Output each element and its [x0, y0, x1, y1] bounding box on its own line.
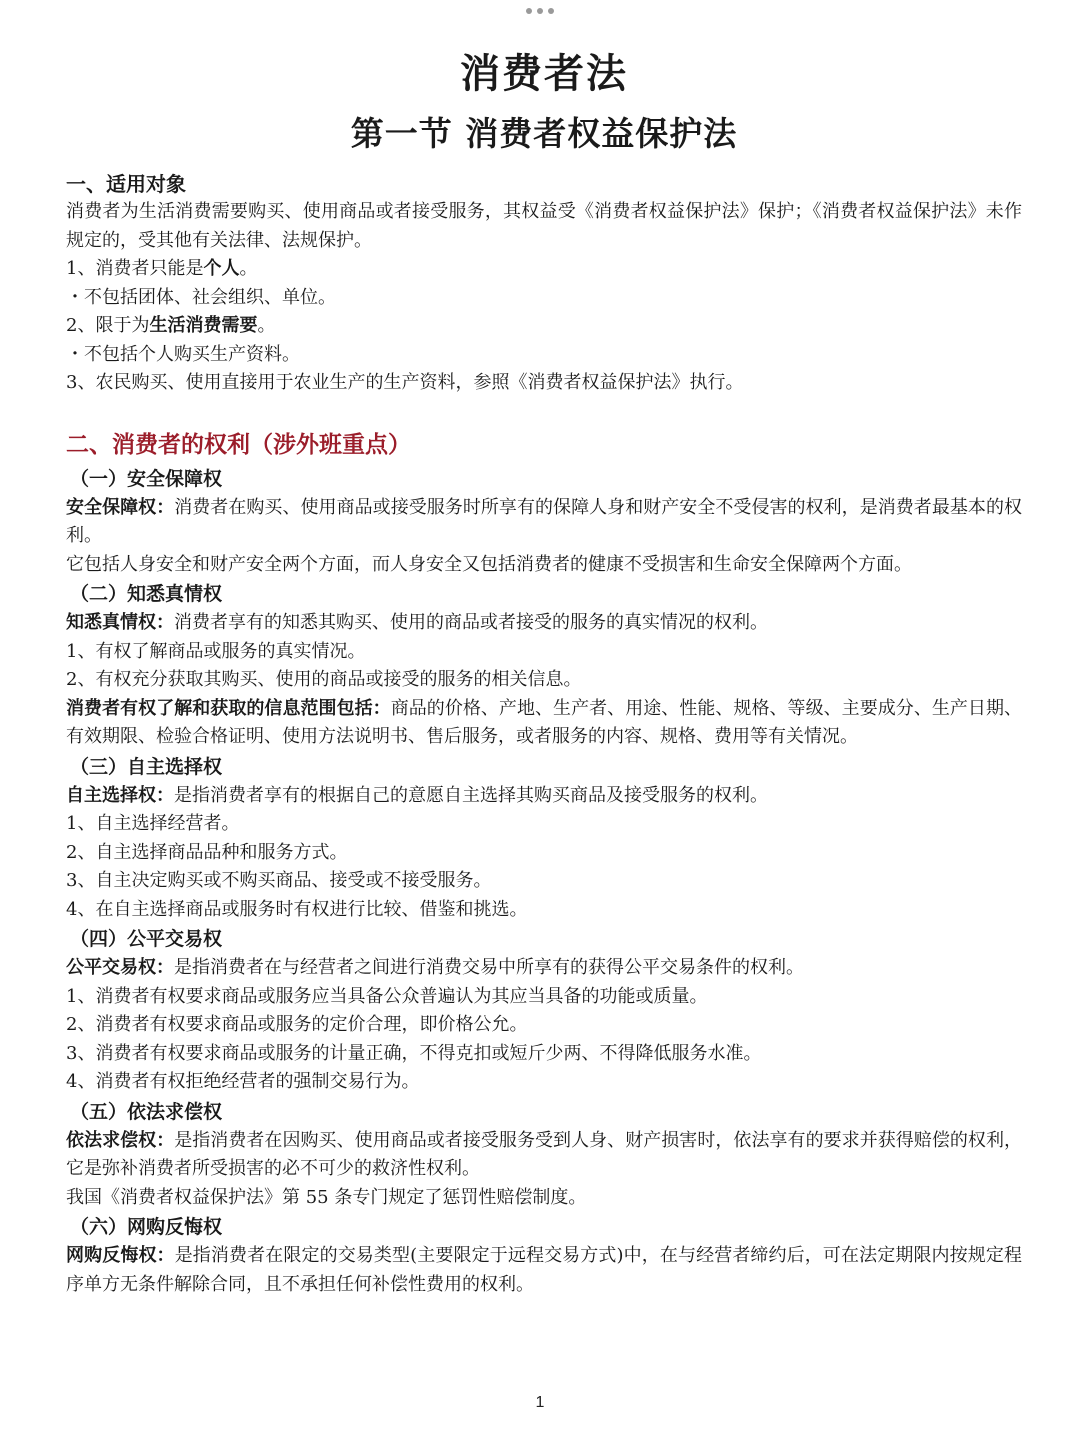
right2-title: （二）知悉真情权 [70, 583, 223, 605]
right3-definition: 自主选择权：是指消费者享有的根据自己的意愿自主选择其购买商品及接受服务的权利。 [66, 784, 768, 806]
right4-item1: 1、消费者有权要求商品或服务应当具备公众普遍认为其应当具备的功能或质量。 [66, 985, 708, 1007]
right3-item2: 2、自主选择商品品种和服务方式。 [66, 841, 348, 863]
section-consumer-rights [66, 428, 1022, 1300]
section1-title: 一、适用对象 [66, 172, 186, 196]
right1-definition: 安全保障权：消费者在购买、使用商品或接受服务时所享有的保障人身和财产安全不受侵害的权利，是消费者最基本的权利。 [66, 496, 1022, 546]
section1-note1: ・不包括团体、社会组织、单位。 [66, 286, 336, 308]
right6-title: （六）网购反悔权 [70, 1216, 223, 1238]
section1-intro: 消费者为生活消费需要购买、使用商品或者接受服务，其权益受《消费者权益保护法》保护；《消费者权益保护法》未作规定的，受其他有关法律、法规保护。 [66, 201, 1022, 251]
right3-item3: 3、自主决定购买或不购买商品、接受或不接受服务。 [66, 870, 492, 891]
document-page [66, 44, 1022, 1299]
right5-definition: 依法求偿权：是指消费者在因购买、使用商品或者接受服务受到人身、财产损害时，依法享有的要求并获得赔偿的权利，它是弥补消费者所受损害的必不可少的救济性权利。 [66, 1129, 1022, 1179]
page-number: 1 [535, 1394, 545, 1411]
section1-note2: ・不包括个人购买生产资料。 [66, 343, 300, 365]
right1-extra: 它包括人身安全和财产安全两个方面，而人身安全又包括消费者的健康不受损害和生命安全保障两个方面。 [66, 553, 912, 575]
document-title: 消费者法 [460, 51, 628, 97]
right2-item2: 2、有权充分获取其购买、使用的商品或接受的服务的相关信息。 [66, 669, 582, 690]
right3-item4: 4、在自主选择商品或服务时有权进行比较、借鉴和挑选。 [66, 898, 528, 920]
right4-title: （四）公平交易权 [70, 928, 223, 950]
right3-item1: 1、自主选择经营者。 [66, 813, 240, 834]
right2-definition: 知悉真情权：消费者享有的知悉其购买、使用的商品或者接受的服务的真实情况的权利。 [66, 612, 768, 633]
right6-definition: 网购反悔权：是指消费者在限定的交易类型(主要限定于远程交易方式)中，在与经营者缔约后，可在法定期限内按规定程序单方无条件解除合同，且不承担任何补偿性费用的权利。 [66, 1245, 1023, 1295]
document-subtitle: 第一节 消费者权益保护法 [350, 114, 738, 153]
right4-definition: 公平交易权：是指消费者在与经营者之间进行消费交易中所享有的获得公平交易条件的权利。 [66, 957, 804, 978]
right5-title: （五）依法求偿权 [70, 1100, 223, 1123]
section1-item3: 3、农民购买、使用直接用于农业生产的生产资料，参照《消费者权益保护法》执行。 [66, 372, 744, 393]
right4-item2: 2、消费者有权要求商品或服务的定价合理，即价格公允。 [66, 1014, 528, 1035]
right4-item4: 4、消费者有权拒绝经营者的强制交易行为。 [66, 1071, 420, 1092]
section-applicable-objects [66, 170, 1022, 398]
more-options-icon[interactable] [0, 8, 1080, 14]
section1-item2: 2、限于为生活消费需要。 [66, 315, 276, 336]
right3-title: （三）自主选择权 [70, 755, 223, 778]
right5-extra: 我国《消费者权益保护法》第 55 条专门规定了惩罚性赔偿制度。 [66, 1186, 587, 1208]
right2-item1: 1、有权了解商品或服务的真实情况。 [66, 640, 366, 662]
section1-item1: 1、消费者只能是个人。 [66, 258, 258, 279]
section2-title: 二、消费者的权利（涉外班重点） [66, 431, 411, 458]
right2-scope: 消费者有权了解和获取的信息范围包括：商品的价格、产地、生产者、用途、性能、规格、等级、主要成分、生产日期、有效期限、检验合格证明、使用方法说明书、售后服务，或者服务的内容、规格、费用等有关情况。 [66, 697, 1023, 747]
right1-title: （一）安全保障权 [70, 467, 223, 490]
right4-item3: 3、消费者有权要求商品或服务的计量正确，不得克扣或短斤少两、不得降低服务水准。 [66, 1042, 762, 1064]
